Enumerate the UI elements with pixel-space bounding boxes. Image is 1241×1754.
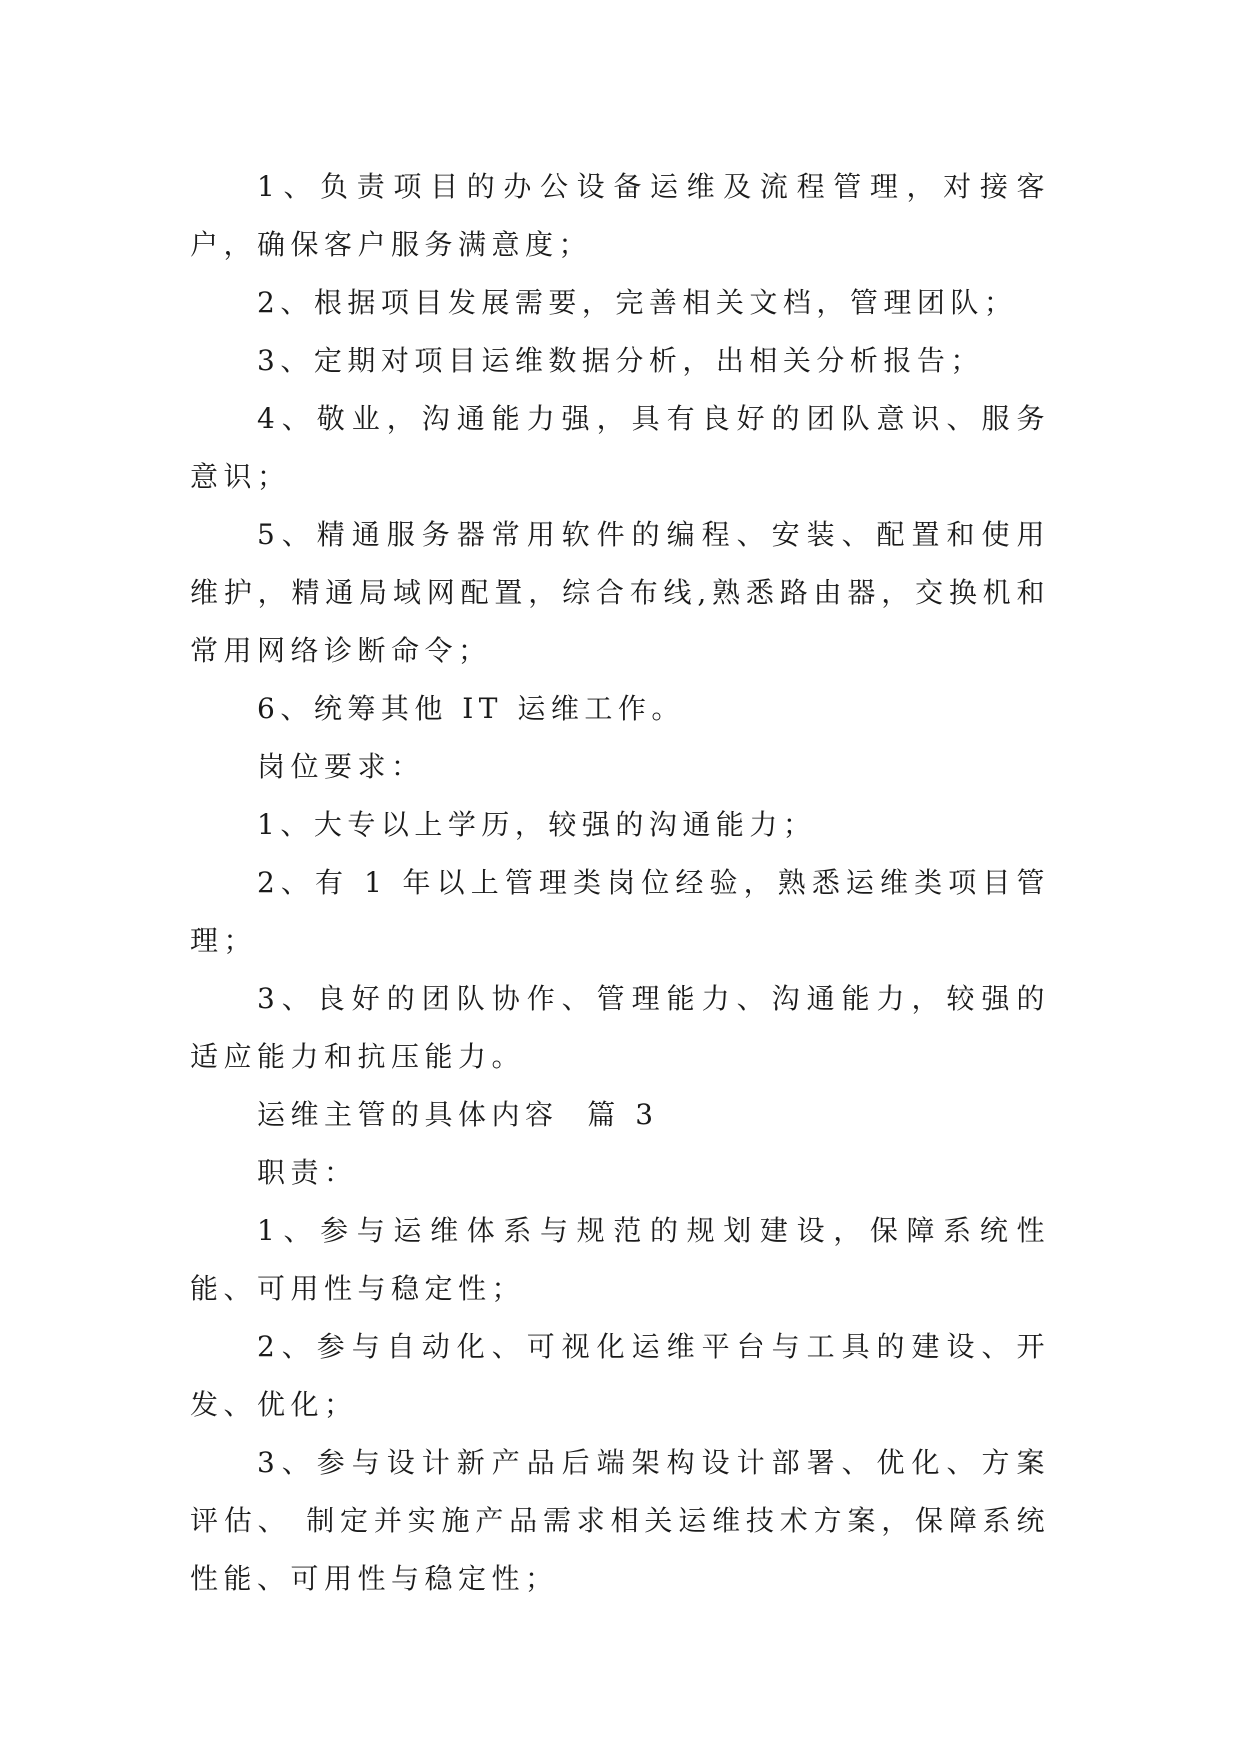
paragraph-duty-1: 1、负责项目的办公设备运维及流程管理，对接客户，确保客户服务满意度； (190, 170, 1050, 261)
paragraph-section3-duty-3: 3、参与设计新产品后端架构设计部署、优化、方案评估、 制定并实施产品需求相关运维技术方案，保障系统性能、可用性与稳定性； (190, 1446, 1050, 1595)
paragraph-requirement-1: 1、大专以上学历，较强的沟通能力； (257, 808, 817, 841)
heading-duties: 职责： (257, 1156, 358, 1189)
paragraph-section3-duty-1: 1、参与运维体系与规范的规划建设，保障系统性能、可用性与稳定性； (190, 1214, 1050, 1305)
heading-requirements: 岗位要求： (257, 750, 425, 783)
paragraph-duty-3: 3、定期对项目运维数据分析，出相关分析报告； (257, 344, 984, 377)
paragraph-section3-duty-2: 2、参与自动化、可视化运维平台与工具的建设、开发、优化； (190, 1330, 1050, 1421)
paragraph-duty-5: 5、精通服务器常用软件的编程、安装、配置和使用维护，精通局域网配置，综合布线,熟悉路由器，交换机和常用网络诊断命令； (190, 518, 1050, 667)
paragraph-duty-6: 6、统筹其他 IT 运维工作。 (257, 692, 685, 725)
paragraph-requirement-3: 3、良好的团队协作、管理能力、沟通能力，较强的适应能力和抗压能力。 (190, 982, 1050, 1073)
document-body (190, 158, 1050, 1608)
paragraph-duty-4: 4、敬业，沟通能力强，具有良好的团队意识、服务意识； (190, 402, 1050, 493)
paragraph-duty-2: 2、根据项目发展需要，完善相关文档，管理团队； (257, 286, 1018, 319)
section-title: 运维主管的具体内容 篇 3 (257, 1098, 659, 1131)
paragraph-requirement-2: 2、有 1 年以上管理类岗位经验，熟悉运维类项目管理； (190, 866, 1050, 957)
